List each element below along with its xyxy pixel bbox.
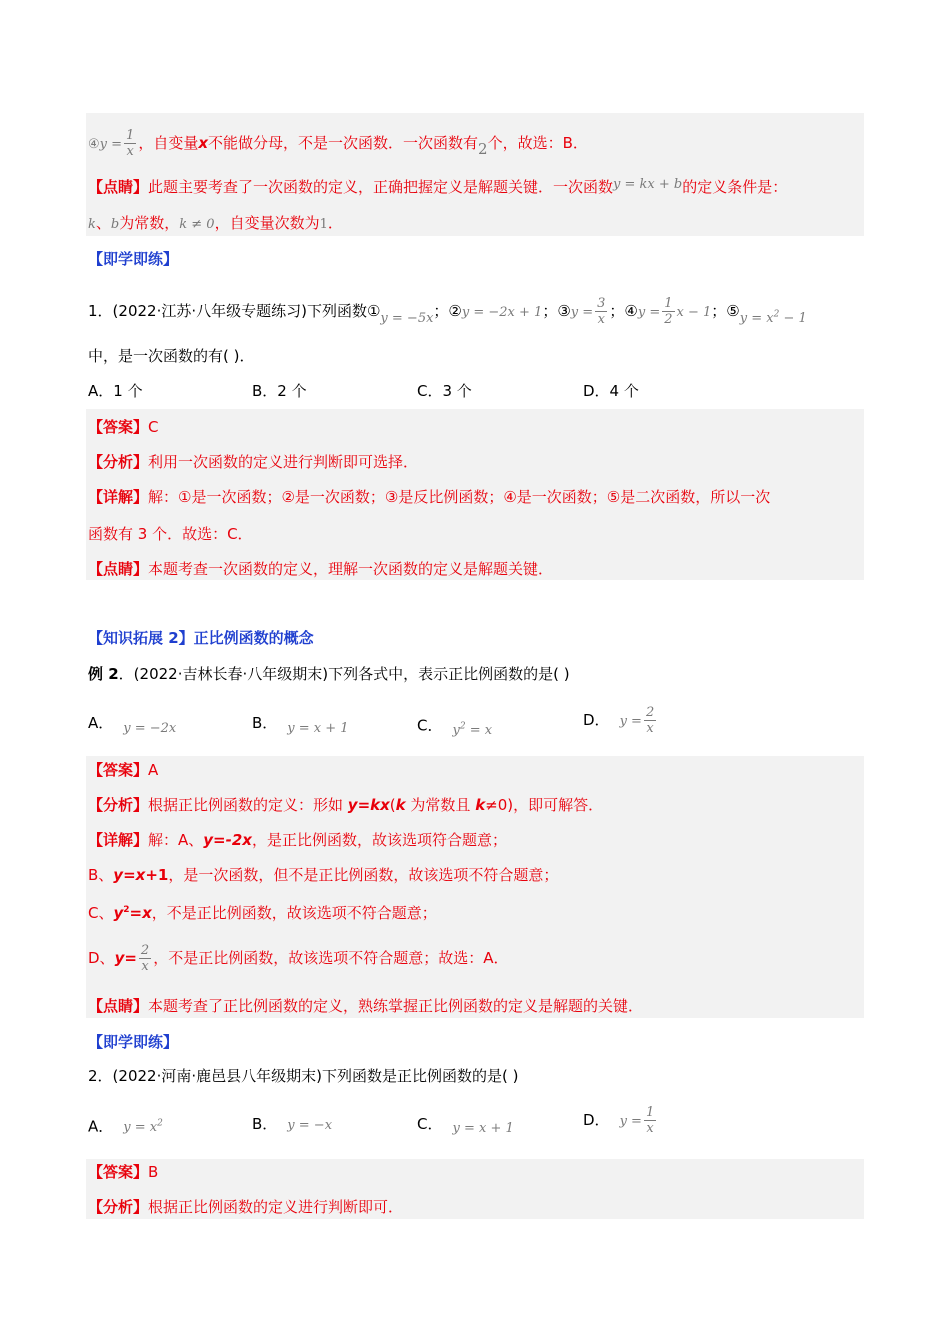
q1-stem: 1．(2022·江苏·八年级专题练习)下列函数①y = −5x；②y = −2x + 1；③y = $\frac{3}{x}$ ；④y = $\frac{1}{2}$ x − 1；⑤y = $x^2 - 1$ — [88, 296, 807, 327]
q1-detail: 【详解】解：①是一次函数；②是一次函数；③是反比例函数；④是一次函数；⑤是二次函数，所以一次 — [88, 488, 771, 506]
item4-fraction: $\frac{1}{x}$ — [126, 128, 135, 159]
ex2-stem: 例 2．(2022·吉林长春·八年级期末)下列各式中，表示正比例函数的是( ) — [88, 665, 570, 683]
practice-heading-1: 【即学即练】 — [88, 250, 179, 268]
q1-detail-2: 函数有 3 个．故选：C． — [88, 525, 253, 543]
q1-f4-fraction: $\frac{1}{2}$ — [664, 296, 673, 327]
ex2-detail-d-fraction: $\frac{2}{x}$ — [140, 943, 150, 974]
q1-option-a[interactable]: A．1 个 — [88, 382, 143, 400]
q2-option-a[interactable]: A． $y = x^2$ — [88, 1117, 163, 1136]
practice-heading-2: 【即学即练】 — [88, 1033, 179, 1051]
ex2-analysis: 【分析】根据正比例函数的定义：形如 y=kx(k 为常数且 k≠0)，即可解答． — [88, 796, 604, 814]
q2-optd-fraction: $\frac{1}{x}$ — [645, 1105, 655, 1136]
ex2-answer: 【答案】A — [88, 761, 159, 779]
q1-option-b[interactable]: B．2 个 — [252, 382, 307, 400]
q1-option-d[interactable]: D．4 个 — [583, 382, 639, 400]
ex2-option-a[interactable]: A． y = −2x — [88, 714, 177, 736]
ex2-detail-b: B、y=x+1，是一次函数，但不是正比例函数，故该选项不符合题意； — [88, 866, 559, 884]
dianjing-line-top-2: k、b为常数，k ≠ 0，自变量次数为1． — [88, 214, 343, 232]
q2-option-c[interactable]: C． y = x + 1 — [417, 1115, 514, 1136]
ex2-optd-fraction: $\frac{2}{x}$ — [645, 705, 655, 736]
q1-analysis: 【分析】利用一次函数的定义进行判断即可选择． — [88, 453, 419, 471]
ex2-option-c[interactable]: C． $y^2 = x$ — [417, 716, 493, 739]
ex2-detail-c: C、$y^2=x$，不是正比例函数，故该选项不符合题意； — [88, 904, 437, 922]
q2-stem: 2．(2022·河南·鹿邑县八年级期末)下列函数是正比例函数的是( ) — [88, 1067, 519, 1085]
q1-dianjing: 【点睛】本题考查一次函数的定义，理解一次函数的定义是解题关键． — [88, 560, 554, 578]
dianjing-line-top: 【点睛】此题主要考查了一次函数的定义，正确把握定义是解题关键．一次函数y = kx + b的定义条件是： — [88, 177, 788, 196]
q2-analysis: 【分析】根据正比例函数的定义进行判断即可． — [88, 1198, 404, 1216]
q1-answer: 【答案】C — [88, 418, 159, 436]
q2-option-b[interactable]: B． y = −x — [252, 1115, 333, 1133]
ex2-option-b[interactable]: B． y = x + 1 — [252, 714, 349, 736]
ex2-option-d[interactable]: D． y = $\frac{2}{x}$ — [583, 705, 655, 736]
q2-answer: 【答案】B — [88, 1163, 159, 1181]
item4-line: ④y = $\frac{1}{x}$ ，自变量x不能做分母，不是一次函数．一次函数有2个，故选：B． — [88, 128, 588, 159]
ex2-detail-a: 【详解】解：A、y=-2x，是正比例函数，故该选项符合题意； — [88, 831, 507, 849]
section2-title: 【知识拓展 2】正比例函数的概念 — [88, 629, 314, 647]
ex2-detail-d: D、y= $\frac{2}{x}$ ，不是正比例函数，故该选项不符合题意；故选：A． — [88, 943, 509, 974]
q1-f3-fraction: $\frac{3}{x}$ — [597, 296, 606, 327]
q1-stem-2: 中，是一次函数的有( )． — [88, 347, 255, 365]
q1-option-c[interactable]: C．3 个 — [417, 382, 472, 400]
ex2-dianjing: 【点睛】本题考查了正比例函数的定义，熟练掌握正比例函数的定义是解题的关键． — [88, 997, 644, 1015]
q2-option-d[interactable]: D． y = $\frac{1}{x}$ — [583, 1105, 655, 1136]
